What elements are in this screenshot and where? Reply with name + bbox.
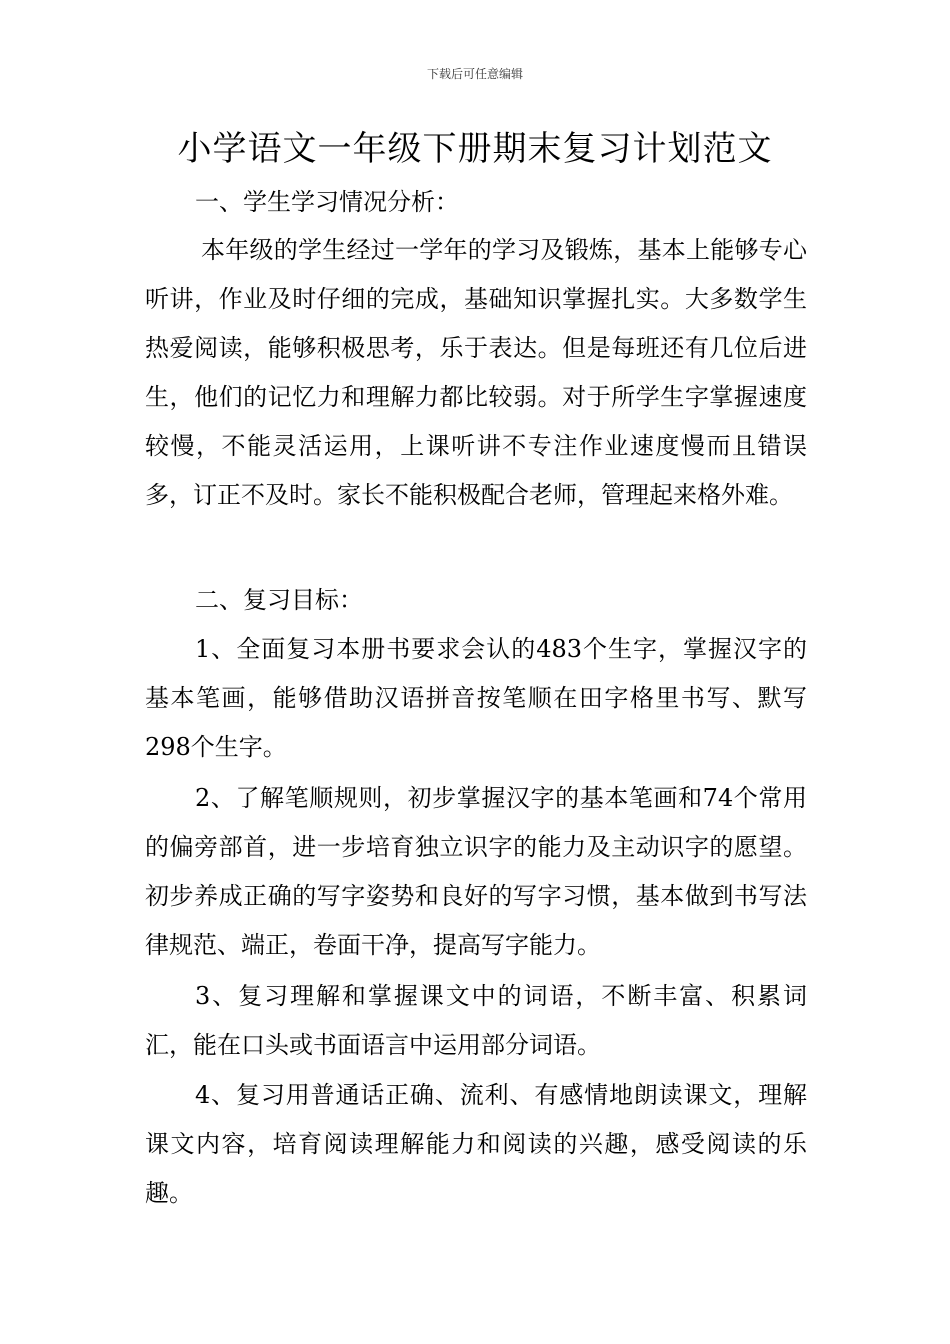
goal-item-2: 2、了解笔顺规则，初步掌握汉字的基本笔画和74个常用的偏旁部首，进一步培育独立识字的能力及主动识字的愿望。初步养成正确的写字姿势和良好的写字习惯，基本做到书写法律规范、端正，卷面干净，提高写字能力。: [145, 784, 807, 959]
header-watermark: 下载后可任意编辑: [426, 67, 523, 81]
goal-item-4: 4、复习用普通话正确、流利、有感情地朗读课文，理解课文内容，培育阅读理解能力和阅读的兴趣，感受阅读的乐趣。: [145, 1081, 807, 1207]
document-title: 小学语文一年级下册期末复习计划范文: [177, 129, 773, 169]
goal-item-1: 1、全面复习本册书要求会认的483个生字，掌握汉字的基本笔画，能够借助汉语拼音按笔顺在田字格里书写、默写298个生字。: [145, 635, 807, 761]
section-heading-goals: 二、复习目标：: [195, 586, 363, 614]
section-heading-analysis: 一、学生学习情况分析：: [195, 188, 459, 216]
goal-item-3: 3、复习理解和掌握课文中的词语，不断丰富、积累词汇，能在口头或书面语言中运用部分词语。: [145, 982, 807, 1059]
paragraph-analysis: 本年级的学生经过一学年的学习及锻炼，基本上能够专心听讲，作业及时仔细的完成，基础知识掌握扎实。大多数学生热爱阅读，能够积极思考，乐于表达。但是每班还有几位后进生，他们的记忆力和理解力都比较弱。对于所学生字掌握速度较慢，不能灵活运用，上课听讲不专注作业速度慢而且错误多，订正不及时。家长不能积极配合老师，管理起来格外难。: [145, 236, 807, 509]
